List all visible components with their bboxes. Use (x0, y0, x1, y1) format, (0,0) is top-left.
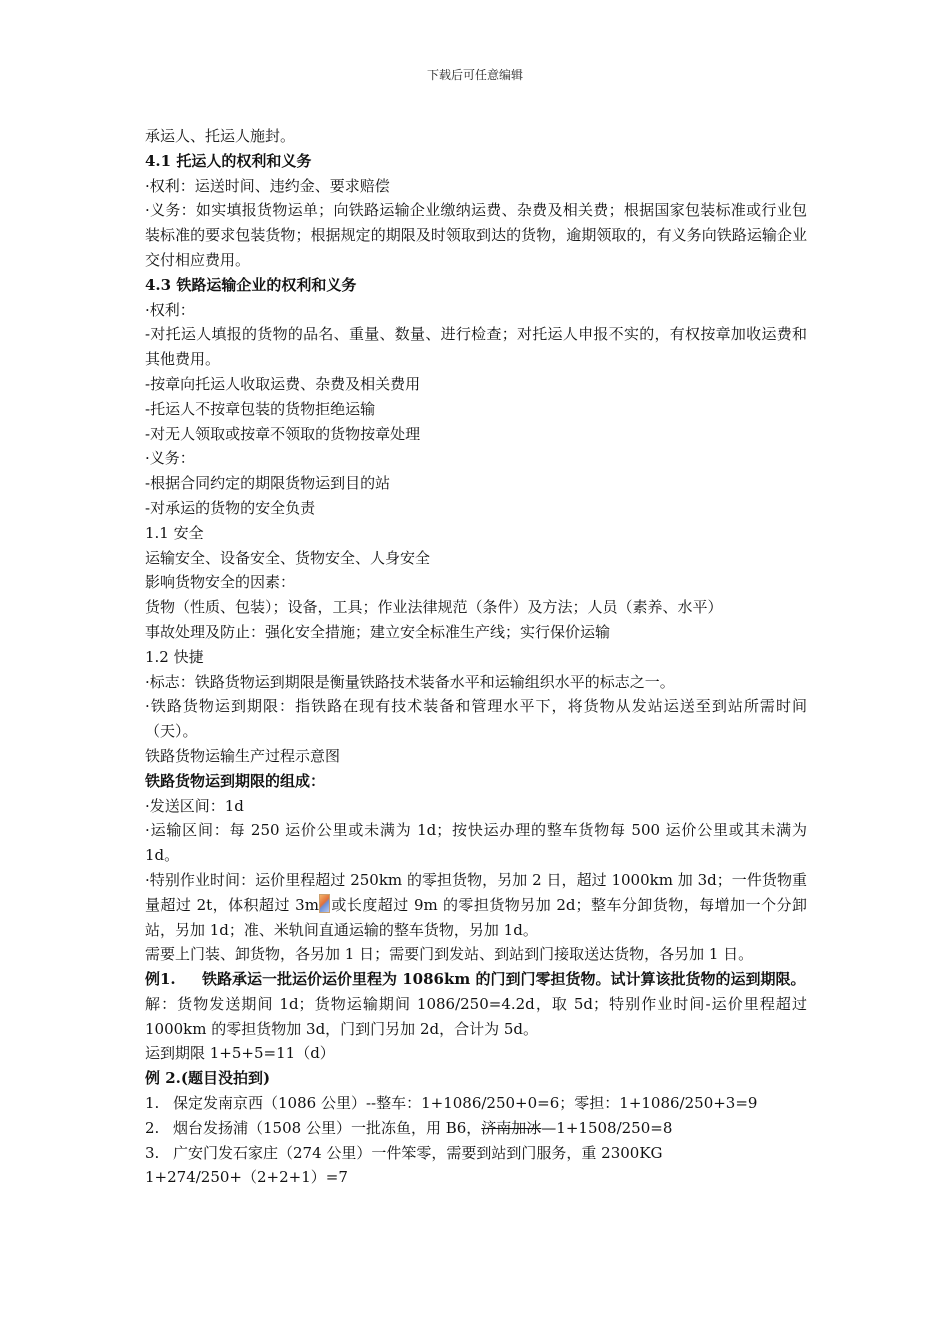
example-1 (145, 967, 807, 992)
section-heading: 4.3 铁路运输企业的权利和义务 (145, 275, 357, 294)
list-item (145, 1116, 807, 1141)
section-heading: 铁路货物运到期限的组成： (145, 771, 326, 790)
paragraph: -托运人不按章包装的货物拒绝运输 (145, 399, 376, 418)
paragraph: -按章向托运人收取运费、杂费及相关费用 (145, 374, 421, 393)
list-number: 1. (145, 1094, 160, 1113)
page-header: 下载后可任意编辑 (426, 68, 523, 82)
paragraph: 影响货物安全的因素： (145, 573, 296, 592)
paragraph: 运到期限 1+5+5=11（d） (145, 1044, 335, 1063)
paragraph-text: ·特别作业时间：运价里程超过 250km 的零担货物，另加 2 日，超过 1000km 加 3d；一件货物重量超过 2t，体积超过 3m (145, 870, 807, 914)
list-text: 广安门发石家庄（274 公里）一件笨零，需要到站到门服务，重 2300KG (173, 1143, 663, 1162)
paragraph: ·发送区间：1d (145, 796, 244, 815)
paragraph: -对托运人填报的货物的品名、重量、数量、进行检查；对托运人申报不实的，有权按章加收运费和其他费用。 (145, 325, 807, 369)
paragraph: ·权利：运送时间、违约金、要求赔偿 (145, 176, 390, 195)
paragraph: 解：货物发送期间 1d；货物运输期间 1086/250=4.2d，取 5d；特别作业时间-运价里程超过1000km 的零担货物加 3d，门到门另加 2d，合计为 5d。 (145, 994, 807, 1038)
example-text: 铁路承运一批运价运价里程为 1086km 的门到门零担货物。试计算该批货物的运到期限。 (202, 970, 806, 989)
paragraph: 承运人、托运人施封。 (145, 127, 296, 145)
paragraph: ·义务：如实填报货物运单；向铁路运输企业缴纳运费、杂费及相关费；根据国家包装标准或行业包装标准的要求包装货物；根据规定的期限及时领取到达的货物，逾期领取的，有义务向铁路运输企业交付相应费用。 (145, 201, 807, 269)
paragraph (145, 868, 807, 942)
section-heading: 1.1 安全 (145, 523, 204, 542)
list-text: —1+1508/250=8 (541, 1118, 673, 1137)
paragraph: ·铁路货物运到期限：指铁路在现有技术装备和管理水平下，将货物从发站运送至到站所需时间（天）。 (145, 697, 807, 741)
document-body (145, 124, 807, 1190)
paragraph: ·权利： (145, 300, 195, 319)
paragraph: -对承运的货物的安全负责 (145, 498, 316, 517)
list-text: 保定发南京西（1086 公里）--整车：1+1086/250+0=6；零担：1+1086/250+3=9 (173, 1094, 758, 1113)
paragraph: 货物（性质、包装）；设备，工具；作业法律规范（条件）及方法；人员（素养、水平） (145, 598, 723, 617)
paragraph-text: 或长度超过 9m 的零担货物另加 2d；整车分卸货物，每增加一个分卸站，另加 1d；准、米轨间直通运输的整车货物，另加 1d。 (145, 895, 807, 939)
paragraph: -根据合同约定的期限货物运到目的站 (145, 474, 391, 493)
paragraph: ·义务： (145, 449, 195, 468)
section-heading: 4.1 托运人的权利和义务 (145, 151, 312, 170)
list-item (145, 1141, 807, 1166)
list-number: 3. (145, 1143, 160, 1162)
paragraph: 事故处理及防止：强化安全措施；建立安全标准生产线；实行保价运输 (145, 622, 611, 641)
list-text: 烟台发扬浦（1508 公里）一批冻鱼，用 B6， (173, 1118, 482, 1137)
example-label: 例1. (145, 970, 176, 989)
embedded-image-icon (319, 894, 330, 913)
paragraph: 运输安全、设备安全、货物安全、人身安全 (145, 548, 431, 567)
section-heading: 1.2 快捷 (145, 647, 204, 666)
list-item (145, 1091, 807, 1116)
strikethrough-text: 济南加冰 (481, 1118, 542, 1137)
list-number: 2. (145, 1118, 160, 1137)
paragraph: ·标志：铁路货物运到期限是衡量铁路技术装备水平和运输组织水平的标志之一。 (145, 672, 675, 691)
paragraph: -对无人领取或按章不领取的货物按章处理 (145, 424, 421, 443)
section-heading: 例 2.(题目没拍到) (145, 1069, 271, 1088)
paragraph: ·运输区间：每 250 运价公里或未满为 1d；按快运办理的整车货物每 500 运价公里或其未满为 1d。 (145, 821, 807, 865)
paragraph: 1+274/250+（2+2+1）=7 (145, 1168, 348, 1187)
paragraph: 铁路货物运输生产过程示意图 (145, 746, 341, 765)
paragraph: 需要上门装、卸货物，各另加 1 日；需要门到发站、到站到门接取送达货物，各另加 1 日。 (145, 945, 754, 964)
